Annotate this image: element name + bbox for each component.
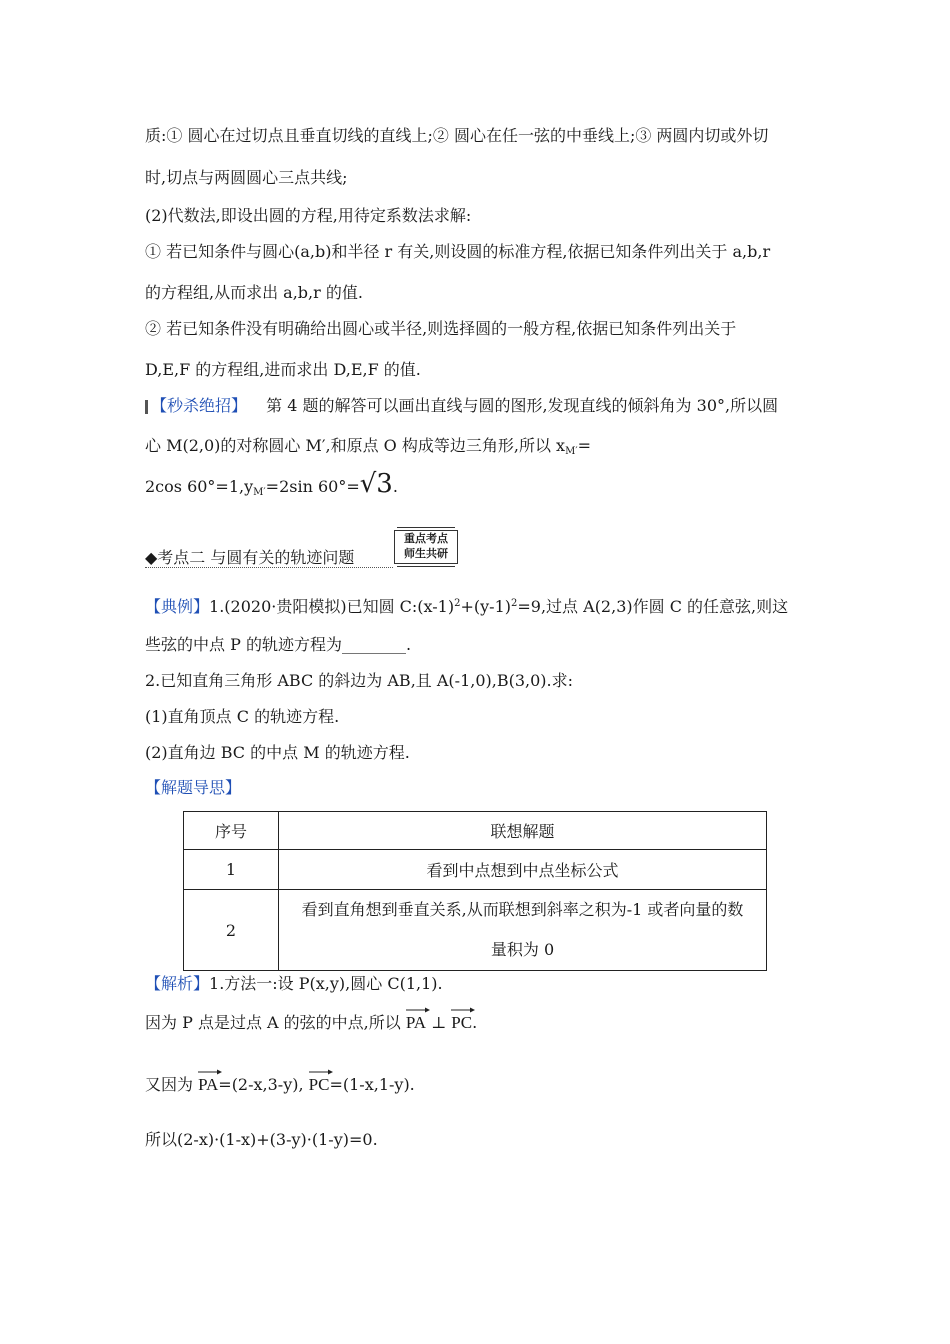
text-line: ① 若已知条件与圆心(a,b)和半径 r 有关,则设圆的标准方程,依据已知条件列出关于 a,b,r: [145, 242, 771, 261]
superscript: 2: [454, 598, 461, 609]
trick-line-2: [145, 436, 591, 462]
trick-text: =2sin 60°=: [265, 477, 360, 496]
example-text: +(y-1): [460, 597, 511, 616]
trick-text: 2cos 60°=1,y: [145, 477, 254, 496]
badge-line: 重点考点: [404, 532, 448, 545]
solution-tag: 【解析】: [145, 974, 210, 993]
example-text: =9,过点 A(2,3)作圆 C 的任意弦,则这: [517, 597, 789, 616]
table-row: [184, 850, 767, 890]
vector-arrow-icon: [309, 1069, 333, 1075]
table-row: [184, 890, 767, 971]
example-text: 1.(2020·贵阳模拟)已知圆 C:(x-1): [209, 597, 455, 616]
vector-arrow-icon: [451, 1007, 475, 1013]
table-cell: 2: [184, 890, 279, 971]
vector-label: PC: [451, 1013, 473, 1032]
trick-text: 心 M(2,0)的对称圆心 M′,和原点 O 构成等边三角形,所以 x: [145, 436, 566, 455]
trick-text: 第 4 题的解答可以画出直线与圆的图形,发现直线的倾斜角为 30°,所以圆: [266, 396, 779, 415]
vector-pc: [451, 1013, 472, 1033]
solution-text: =(1-x,1-y).: [329, 1075, 415, 1094]
table-header: 联想解题: [279, 812, 767, 850]
vector-label: PA: [405, 1013, 427, 1032]
perp-symbol: ⊥: [431, 1013, 447, 1032]
table-cell-line: 看到直角想到垂直关系,从而联想到斜率之积为-1 或者向量的数: [301, 900, 744, 919]
table-header-row: [184, 812, 767, 850]
marker-bar-icon: [145, 400, 148, 414]
solution-line-3: [145, 1075, 415, 1095]
text-line: 2.已知直角三角形 ABC 的斜边为 AB,且 A(-1,0),B(3,0).求:: [145, 671, 574, 690]
vector-pa: [198, 1075, 218, 1095]
vector-pa: [406, 1013, 426, 1033]
text-line: (2)直角边 BC 的中点 M 的轨迹方程.: [145, 743, 410, 762]
guide-table: [183, 811, 767, 971]
guide-tag: 【解题导思】: [145, 778, 242, 797]
table-cell: 1: [184, 850, 279, 890]
period: .: [392, 477, 398, 496]
text-line: 质:① 圆心在过切点且垂直切线的直线上;② 圆心在任一弦的中垂线上;③ 两圆内切或外切: [145, 126, 769, 145]
badge-line: 师生共研: [404, 547, 448, 560]
section-title: ◆考点二 与圆有关的轨迹问题: [145, 548, 355, 567]
text-line: 时,切点与两圆圆心三点共线;: [145, 168, 348, 187]
period: .: [472, 1013, 478, 1032]
trick-tag: 【秒杀绝招】: [151, 396, 248, 415]
superscript: 2: [511, 598, 518, 609]
section-underline: [145, 567, 393, 568]
example-tag: 【典例】: [145, 597, 210, 616]
text-line: 些弦的中点 P 的轨迹方程为________.: [145, 635, 412, 654]
trick-text: =: [577, 436, 591, 455]
solution-text: 1.方法一:设 P(x,y),圆心 C(1,1).: [209, 974, 443, 993]
text-line: (2)代数法,即设出圆的方程,用待定系数法求解:: [145, 206, 472, 225]
table-cell: [279, 890, 767, 971]
table-cell: 看到中点想到中点坐标公式: [279, 850, 767, 890]
text-line: 所以(2-x)·(1-x)+(3-y)·(1-y)=0.: [145, 1130, 378, 1149]
solution-text: 又因为: [145, 1075, 194, 1094]
solution-text: =(2-x,3-y),: [218, 1075, 304, 1094]
subscript: M′: [253, 487, 266, 498]
vector-arrow-icon: [406, 1007, 430, 1013]
text-line: (1)直角顶点 C 的轨迹方程.: [145, 707, 340, 726]
badge-key-point: [394, 530, 458, 564]
table-header: 序号: [184, 812, 279, 850]
text-line: ② 若已知条件没有明确给出圆心或半径,则选择圆的一般方程,依据已知条件列出关于: [145, 319, 737, 338]
sqrt3: √3: [359, 469, 393, 499]
example-line-1: [145, 594, 788, 617]
solution-line-2: [145, 1013, 477, 1033]
subscript: M′: [565, 446, 578, 457]
vector-label: PA: [198, 1075, 219, 1094]
trick-line-3: [145, 469, 398, 503]
text-line: D,E,F 的方程组,进而求出 D,E,F 的值.: [145, 360, 421, 379]
text-line: 的方程组,从而求出 a,b,r 的值.: [145, 283, 363, 302]
solution-text: 因为 P 点是过点 A 的弦的中点,所以: [145, 1013, 401, 1032]
table-cell-line: 量积为 0: [490, 940, 555, 959]
vector-arrow-icon: [198, 1069, 222, 1075]
solution-line-1: [145, 974, 443, 994]
vector-label: PC: [308, 1075, 330, 1094]
vector-pc: [309, 1075, 330, 1095]
trick-line-1: [145, 396, 778, 416]
